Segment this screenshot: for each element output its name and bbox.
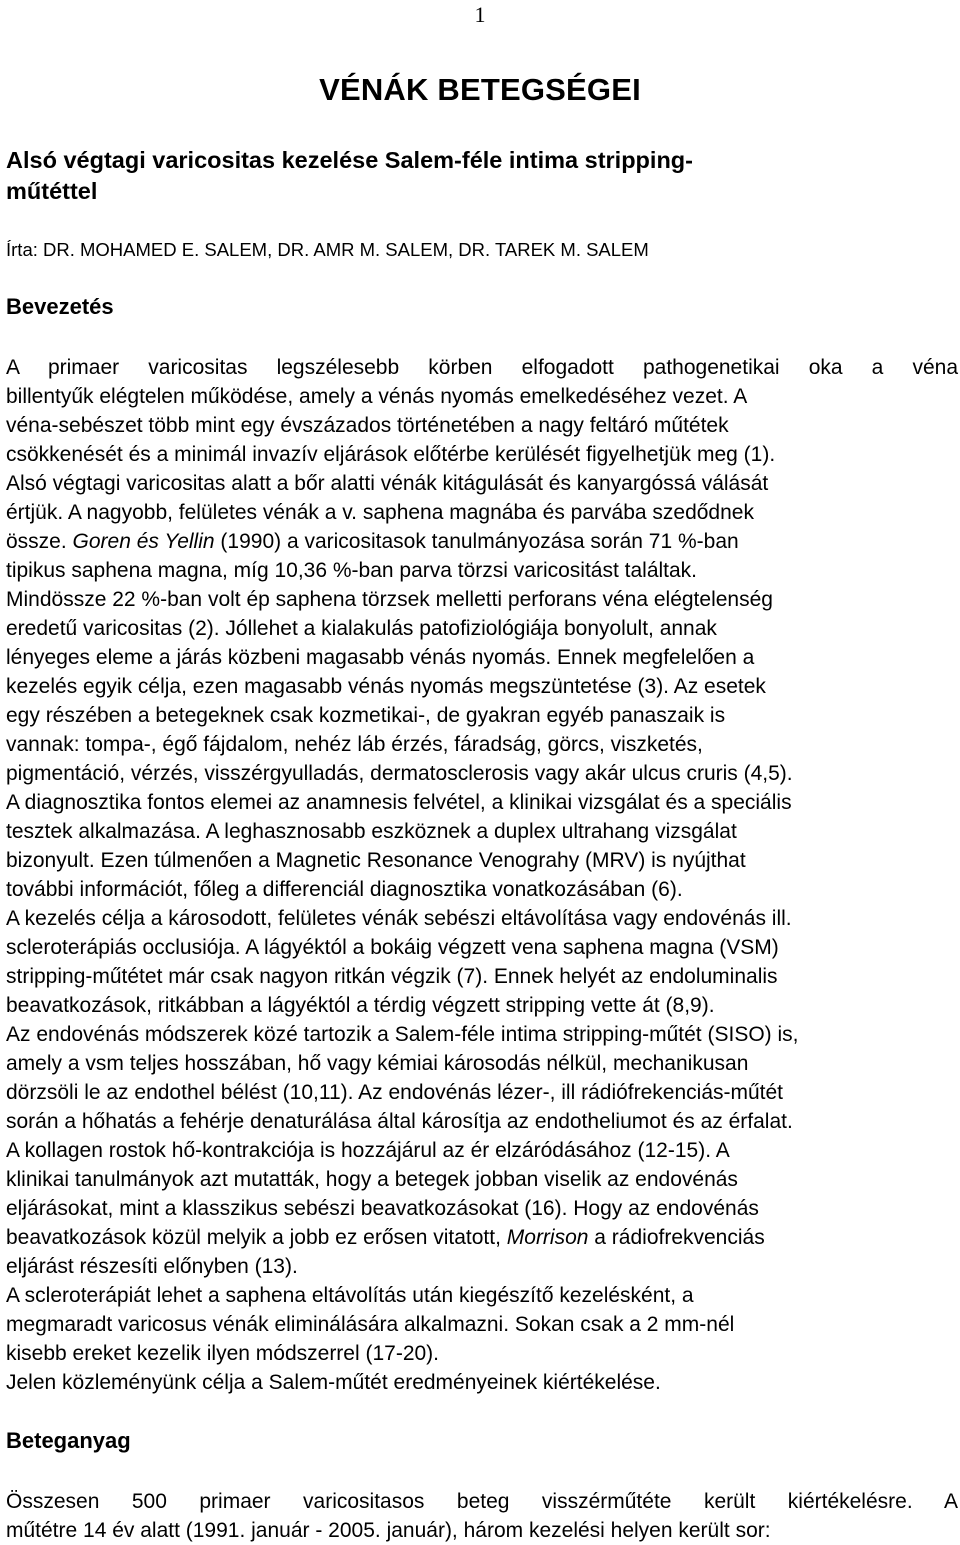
text-line: A diagnosztika fontos elemei az anamnesis felvétel, a klinikai vizsgálat és a speciális [6, 791, 792, 814]
text-line: során a hőhatás a fehérje denaturálása által károsítja az endotheliumot és az érfalat. [6, 1110, 793, 1133]
text-line: műtétre 14 év alatt (1991. január - 2005. január), három kezelési helyen került sor: [6, 1519, 771, 1542]
text-line: tipikus saphena magna, míg 10,36 %-ban parva törzsi varicositást találtak. [6, 559, 698, 582]
text-line: Az endovénás módszerek közé tartozik a Salem-féle intima stripping-műtét (SISO) is, [6, 1023, 799, 1046]
page-number: 1 [474, 2, 486, 27]
text-line: véna-sebészet több mint egy évszázados történetében a nagy feltáró műtétek [6, 414, 729, 437]
text-line: további információt, főleg a differenciál diagnosztika vonatkozásában (6). [6, 878, 683, 901]
section-heading-introduction: Bevezetés [6, 294, 114, 319]
text-line: lényeges eleme a járás közbeni magasabb vénás nyomás. Ennek megfelelően a [6, 646, 755, 669]
text-line: tesztek alkalmazása. A leghasznosabb eszköznek a duplex ultrahang vizsgálat [6, 820, 737, 843]
text-line: beavatkozások, ritkábban a lágyéktól a térdig végzett stripping vette át (8,9). [6, 994, 715, 1017]
text-line: amely a vsm teljes hosszában, hő vagy kémiai károsodás nélkül, mechanikusan [6, 1052, 749, 1075]
text-line: egy részében a betegeknek csak kozmetikai-, de gyakran egyéb panaszaik is [6, 704, 726, 727]
subtitle-line: Alsó végtagi varicositas kezelése Salem-féle intima stripping- [6, 147, 693, 173]
text-line: bizonyult. Ezen túlmenően a Magnetic Resonance Venograhy (MRV) is nyújthat [6, 849, 746, 872]
text-line: megmaradt varicosus vénák eliminálására alkalmazni. Sokan csak a 2 mm-nél [6, 1313, 735, 1336]
section-heading-patients: Beteganyag [6, 1428, 131, 1453]
text-line: A kezelés célja a károsodott, felületes vénák sebészi eltávolítása vagy endovénás ill. [6, 907, 792, 930]
text-line: stripping-műtétet már csak nagyon ritkán végzik (7). Ennek helyét az endoluminalis [6, 965, 778, 988]
text-line: Összesen 500 primaer varicositasos beteg visszérműtéte került kiértékelésre. A [6, 1490, 958, 1513]
text-line: beavatkozások közül melyik a jobb ez erősen vitatott, Morrison a rádiofrekvenciás [6, 1226, 765, 1249]
text-line: eljárásokat, mint a klasszikus sebészi beavatkozásokat (16). Hogy az endovénás [6, 1197, 759, 1220]
text-line: kisebb ereket kezelik ilyen módszerrel (17-20). [6, 1342, 440, 1365]
text-line: kezelés egyik célja, ezen magasabb vénás nyomás megszüntetése (3). Az esetek [6, 675, 766, 698]
text-line: klinikai tanulmányok azt mutatták, hogy a betegek jobban viselik az endovénás [6, 1168, 738, 1191]
text-line: dörzsöli le az endothel bélést (10,11). Az endovénás lézer-, ill rádiófrekenciás-műtét [6, 1081, 784, 1104]
text-line: pigmentáció, vérzés, visszérgyulladás, dermatosclerosis vagy akár ulcus cruris (4,5). [6, 762, 793, 785]
text-line: A primaer varicositas legszélesebb körben elfogadott pathogenetikai oka a véna [6, 356, 958, 379]
text-line: Alsó végtagi varicositas alatt a bőr alatti vénák kitágulását és kanyargóssá válását [6, 472, 769, 495]
text-line: csökkenését és a minimál invazív eljárások előtérbe kerülését figyelhetjük meg (1). [6, 443, 776, 466]
text-line: össze. Goren és Yellin (1990) a varicositasok tanulmányozása során 71 %-ban [6, 530, 739, 553]
text-line: A kollagen rostok hő-kontrakciója is hozzájárul az ér elzáródásához (12-15). A [6, 1139, 730, 1162]
text-line: vannak: tompa-, égő fájdalom, nehéz láb érzés, fáradság, görcs, viszketés, [6, 733, 703, 756]
patients-body [6, 1487, 958, 1545]
text-line: Mindössze 22 %-ban volt ép saphena törzsek melletti perforans véna elégtelenség [6, 588, 773, 611]
article-subtitle [6, 145, 906, 207]
subtitle-line: műtéttel [6, 178, 98, 204]
text-line: Jelen közleményünk célja a Salem-műtét eredményeinek kiértékelése. [6, 1371, 661, 1394]
authors-line: Írta: DR. MOHAMED E. SALEM, DR. AMR M. SALEM, DR. TAREK M. SALEM [6, 239, 649, 260]
text-line: A scleroterápiát lehet a saphena eltávolítás után kiegészítő kezelésként, a [6, 1284, 694, 1307]
text-line: értjük. A nagyobb, felületes vénák a v. saphena magnába és parvába szedődnek [6, 501, 754, 524]
text-line: scleroterápiás occlusiója. A lágyéktól a bokáig végzett vena saphena magna (VSM) [6, 936, 779, 959]
document-title: VÉNÁK BETEGSÉGEI [319, 72, 641, 107]
text-line: eljárást részesíti előnyben (13). [6, 1255, 298, 1278]
introduction-body [6, 353, 958, 1397]
text-line: eredetű varicositas (2). Jóllehet a kialakulás patofiziológiája bonyolult, annak [6, 617, 717, 640]
text-line: billentyűk elégtelen működése, amely a vénás nyomás emelkedéséhez vezet. A [6, 385, 748, 408]
